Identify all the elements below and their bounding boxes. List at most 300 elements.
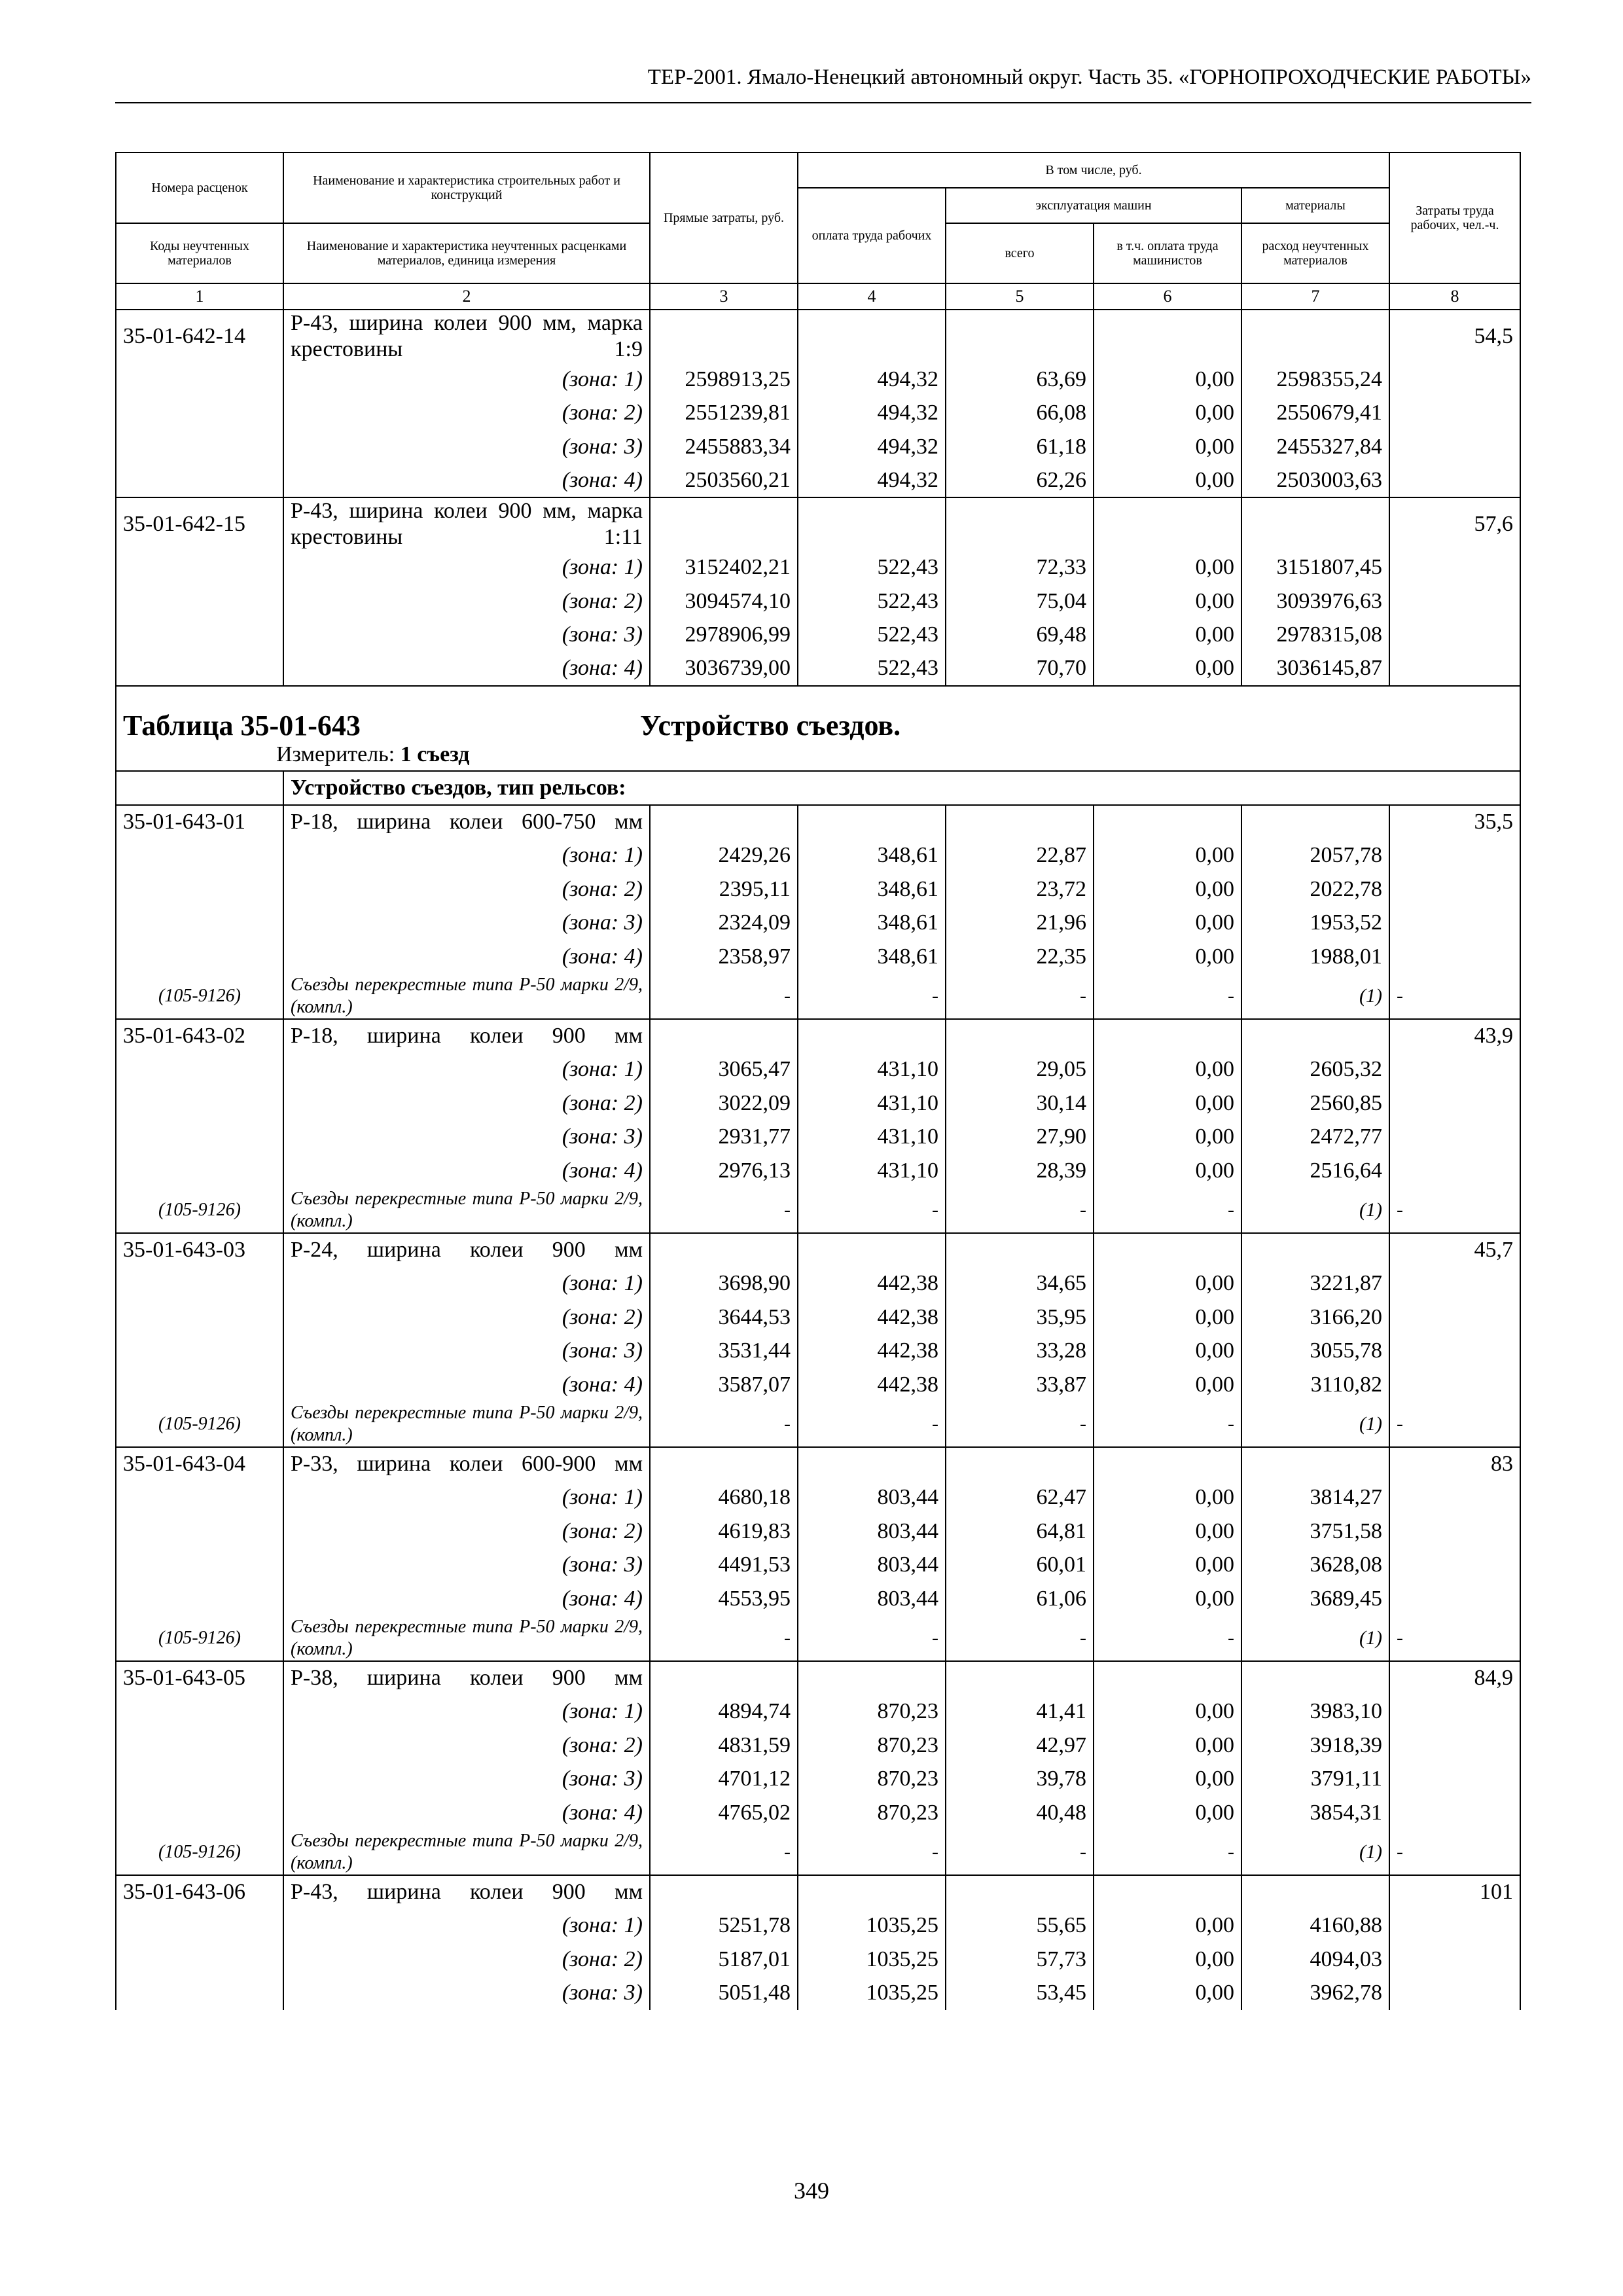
empty-cell — [1094, 805, 1241, 839]
direct-cost-value: 2598913,25 — [650, 363, 798, 397]
zone-label: (зона: 4) — [283, 1582, 650, 1616]
page-number: 349 — [794, 2178, 829, 2204]
labor-cost-value: 35,5 — [1389, 805, 1520, 839]
th-including: В том числе, руб. — [798, 152, 1389, 188]
material-name: Съезды перекрестные типа Р-50 марки 2/9, (компл.) — [283, 1830, 650, 1875]
zone-label: (зона: 3) — [283, 906, 650, 941]
machinist-pay-value: 0,00 — [1094, 464, 1241, 498]
machinist-pay-value: 0,00 — [1094, 363, 1241, 397]
materials-value: 2605,32 — [1241, 1052, 1389, 1086]
direct-cost-value: 4619,83 — [650, 1515, 798, 1549]
table-row — [116, 1548, 1520, 1582]
th-num: 8 — [1389, 283, 1520, 310]
materials-value: 2455327,84 — [1241, 430, 1389, 464]
empty-cell — [1389, 838, 1520, 872]
materials-value: 3983,10 — [1241, 1695, 1389, 1729]
rate-code: 35-01-643-01 — [116, 805, 283, 839]
labor-pay-value: 494,32 — [798, 363, 946, 397]
machinist-pay-value: 0,00 — [1094, 1943, 1241, 1977]
machines-total-value: 63,69 — [946, 363, 1094, 397]
empty-cell — [116, 1300, 283, 1335]
labor-pay-value: 1035,25 — [798, 1909, 946, 1943]
rate-code: 35-01-643-05 — [116, 1661, 283, 1695]
table-row — [116, 1154, 1520, 1188]
empty-cell — [1094, 1875, 1241, 1909]
empty-cell — [116, 1368, 283, 1402]
rate-title: Р-24, ширина колеи 900 мм — [283, 1233, 650, 1267]
machinist-pay-value: 0,00 — [1094, 1909, 1241, 1943]
material-dash: - — [798, 1616, 946, 1661]
empty-cell — [1389, 1909, 1520, 1943]
empty-cell — [798, 1233, 946, 1267]
labor-pay-value: 442,38 — [798, 1334, 946, 1368]
table-row — [116, 1976, 1520, 2010]
labor-pay-value: 1035,25 — [798, 1976, 946, 2010]
rate-code: 35-01-642-14 — [116, 310, 283, 363]
zone-label: (зона: 4) — [283, 464, 650, 498]
machines-total-value: 42,97 — [946, 1729, 1094, 1763]
material-name: Съезды перекрестные типа Р-50 марки 2/9, (компл.) — [283, 974, 650, 1019]
empty-cell — [116, 1909, 283, 1943]
direct-cost-value: 2395,11 — [650, 872, 798, 906]
zone-label: (зона: 2) — [283, 1300, 650, 1335]
empty-cell — [946, 310, 1094, 363]
materials-value: 3918,39 — [1241, 1729, 1389, 1763]
zone-label: (зона: 4) — [283, 1154, 650, 1188]
table-row — [116, 1086, 1520, 1121]
materials-value: 3791,11 — [1241, 1762, 1389, 1796]
machines-total-value: 41,41 — [946, 1695, 1094, 1729]
machines-total-value: 55,65 — [946, 1909, 1094, 1943]
empty-cell — [1389, 652, 1520, 686]
table-row — [116, 1909, 1520, 1943]
materials-value: 4094,03 — [1241, 1943, 1389, 1977]
material-dash: - — [650, 1188, 798, 1233]
table-row — [116, 1188, 1520, 1233]
empty-cell — [798, 805, 946, 839]
empty-cell — [946, 1019, 1094, 1053]
labor-pay-value: 803,44 — [798, 1515, 946, 1549]
table-row — [116, 1480, 1520, 1515]
zone-label: (зона: 2) — [283, 1515, 650, 1549]
machines-total-value: 70,70 — [946, 652, 1094, 686]
empty-cell — [1389, 872, 1520, 906]
table-row — [116, 584, 1520, 619]
materials-value: 2516,64 — [1241, 1154, 1389, 1188]
machines-total-value: 61,18 — [946, 430, 1094, 464]
labor-pay-value: 870,23 — [798, 1695, 946, 1729]
materials-value: 2598355,24 — [1241, 363, 1389, 397]
direct-cost-value: 2976,13 — [650, 1154, 798, 1188]
empty-cell — [116, 1762, 283, 1796]
material-code: (105-9126) — [116, 1616, 283, 1661]
empty-cell — [650, 1447, 798, 1481]
empty-cell — [116, 1052, 283, 1086]
materials-value: 2550679,41 — [1241, 397, 1389, 431]
labor-pay-value: 348,61 — [798, 906, 946, 941]
machines-total-value: 60,01 — [946, 1548, 1094, 1582]
machinist-pay-value: 0,00 — [1094, 1796, 1241, 1830]
material-dash: - — [1389, 1616, 1520, 1661]
empty-cell — [650, 1019, 798, 1053]
labor-pay-value: 522,43 — [798, 584, 946, 619]
labor-cost-value: 54,5 — [1389, 310, 1520, 363]
table-body — [116, 310, 1520, 2010]
materials-value: 3854,31 — [1241, 1796, 1389, 1830]
th-num: 6 — [1094, 283, 1241, 310]
material-dash: - — [946, 1402, 1094, 1447]
empty-cell — [1094, 1233, 1241, 1267]
th-machines-total: всего — [946, 223, 1094, 283]
material-dash: - — [798, 1830, 946, 1875]
labor-pay-value: 870,23 — [798, 1796, 946, 1830]
machinist-pay-value: 0,00 — [1094, 1548, 1241, 1582]
table-row — [116, 1368, 1520, 1402]
zone-label: (зона: 4) — [283, 1796, 650, 1830]
empty-cell — [116, 1796, 283, 1830]
empty-cell — [1389, 584, 1520, 619]
table-row — [116, 1616, 1520, 1661]
direct-cost-value: 3022,09 — [650, 1086, 798, 1121]
materials-value: 3628,08 — [1241, 1548, 1389, 1582]
labor-pay-value: 442,38 — [798, 1266, 946, 1300]
materials-value: 3221,87 — [1241, 1266, 1389, 1300]
material-dash: - — [946, 1830, 1094, 1875]
machinist-pay-value: 0,00 — [1094, 430, 1241, 464]
rate-code: 35-01-643-04 — [116, 1447, 283, 1481]
empty-cell — [946, 1875, 1094, 1909]
zone-label: (зона: 3) — [283, 1762, 650, 1796]
empty-cell — [116, 1480, 283, 1515]
empty-cell — [1389, 940, 1520, 974]
th-num: 5 — [946, 283, 1094, 310]
rate-title: Р-43, ширина колеи 900 мм, марка крестовины 1:9 — [283, 310, 650, 363]
labor-pay-value: 522,43 — [798, 550, 946, 584]
materials-value: 1953,52 — [1241, 906, 1389, 941]
table-row — [116, 1447, 1520, 1481]
empty-cell — [946, 1661, 1094, 1695]
empty-cell — [116, 1121, 283, 1155]
zone-label: (зона: 2) — [283, 1086, 650, 1121]
labor-pay-value: 870,23 — [798, 1762, 946, 1796]
labor-pay-value: 803,44 — [798, 1548, 946, 1582]
machinist-pay-value: 0,00 — [1094, 550, 1241, 584]
empty-cell — [1389, 550, 1520, 584]
table-row — [116, 805, 1520, 839]
empty-cell — [116, 906, 283, 941]
material-qty: (1) — [1241, 1830, 1389, 1875]
direct-cost-value: 4701,12 — [650, 1762, 798, 1796]
empty-cell — [116, 430, 283, 464]
material-code: (105-9126) — [116, 1188, 283, 1233]
materials-value: 3751,58 — [1241, 1515, 1389, 1549]
machinist-pay-value: 0,00 — [1094, 1086, 1241, 1121]
empty-cell — [946, 805, 1094, 839]
zone-label: (зона: 4) — [283, 1368, 650, 1402]
labor-pay-value: 1035,25 — [798, 1943, 946, 1977]
empty-cell — [1389, 906, 1520, 941]
direct-cost-value: 4831,59 — [650, 1729, 798, 1763]
table-row — [116, 771, 1520, 805]
direct-cost-value: 2551239,81 — [650, 397, 798, 431]
direct-cost-value: 3698,90 — [650, 1266, 798, 1300]
labor-cost-value: 101 — [1389, 1875, 1520, 1909]
zone-label: (зона: 3) — [283, 1976, 650, 2010]
th-materials: материалы — [1241, 188, 1389, 223]
material-dash: - — [1389, 1830, 1520, 1875]
table-row — [116, 1121, 1520, 1155]
empty-cell — [116, 619, 283, 653]
th-work-name: Наименование и характеристика строительных работ и конструкций — [283, 152, 650, 223]
direct-cost-value: 3094574,10 — [650, 584, 798, 619]
material-dash: - — [650, 1402, 798, 1447]
empty-cell — [1389, 1515, 1520, 1549]
th-num: 2 — [283, 283, 650, 310]
table-row — [116, 872, 1520, 906]
material-dash: - — [798, 974, 946, 1019]
labor-cost-value: 84,9 — [1389, 1661, 1520, 1695]
direct-cost-value: 4894,74 — [650, 1695, 798, 1729]
empty-cell — [116, 1334, 283, 1368]
th-material-names: Наименование и характеристика неучтенных расценками материалов, единица измерения — [283, 223, 650, 283]
empty-cell — [946, 497, 1094, 550]
empty-cell — [116, 464, 283, 498]
empty-cell — [1241, 1233, 1389, 1267]
materials-value: 2022,78 — [1241, 872, 1389, 906]
materials-value: 4160,88 — [1241, 1909, 1389, 1943]
machines-total-value: 62,47 — [946, 1480, 1094, 1515]
table-name: Устройство съездов. — [640, 709, 901, 742]
empty-cell — [1389, 1121, 1520, 1155]
machines-total-value: 23,72 — [946, 872, 1094, 906]
material-dash: - — [1389, 974, 1520, 1019]
material-code: (105-9126) — [116, 1830, 283, 1875]
empty-cell — [1389, 1154, 1520, 1188]
materials-value: 3151807,45 — [1241, 550, 1389, 584]
material-dash: - — [798, 1402, 946, 1447]
zone-label: (зона: 2) — [283, 1729, 650, 1763]
zone-label: (зона: 1) — [283, 1480, 650, 1515]
table-title-block — [116, 686, 1520, 771]
empty-cell — [946, 1233, 1094, 1267]
machines-total-value: 34,65 — [946, 1266, 1094, 1300]
empty-cell — [1389, 1729, 1520, 1763]
material-qty: (1) — [1241, 1188, 1389, 1233]
material-dash: - — [946, 1616, 1094, 1661]
table-row — [116, 1300, 1520, 1335]
labor-pay-value: 494,32 — [798, 397, 946, 431]
material-dash: - — [1389, 1402, 1520, 1447]
machinist-pay-value: 0,00 — [1094, 1582, 1241, 1616]
machinist-pay-value: 0,00 — [1094, 838, 1241, 872]
rate-code: 35-01-643-06 — [116, 1875, 283, 1909]
labor-cost-value: 45,7 — [1389, 1233, 1520, 1267]
empty-cell — [1241, 805, 1389, 839]
empty-cell — [116, 1266, 283, 1300]
machines-total-value: 57,73 — [946, 1943, 1094, 1977]
empty-cell — [1241, 1661, 1389, 1695]
empty-cell — [1241, 1875, 1389, 1909]
empty-cell — [116, 652, 283, 686]
machines-total-value: 22,35 — [946, 940, 1094, 974]
material-dash: - — [798, 1188, 946, 1233]
zone-label: (зона: 1) — [283, 1266, 650, 1300]
rate-title: Р-33, ширина колеи 600-900 мм — [283, 1447, 650, 1481]
table-row — [116, 1233, 1520, 1267]
table-row — [116, 838, 1520, 872]
rates-table — [115, 152, 1521, 2010]
zone-label: (зона: 1) — [283, 1695, 650, 1729]
labor-pay-value: 442,38 — [798, 1300, 946, 1335]
th-num: 1 — [116, 283, 283, 310]
empty-cell — [116, 1154, 283, 1188]
table-row — [116, 686, 1520, 771]
labor-pay-value: 431,10 — [798, 1154, 946, 1188]
section-subtitle: Устройство съездов, тип рельсов: — [283, 771, 1520, 805]
empty-cell — [1389, 1582, 1520, 1616]
machines-total-value: 40,48 — [946, 1796, 1094, 1830]
materials-value: 1988,01 — [1241, 940, 1389, 974]
machinist-pay-value: 0,00 — [1094, 1052, 1241, 1086]
machines-total-value: 28,39 — [946, 1154, 1094, 1188]
materials-value: 2503003,63 — [1241, 464, 1389, 498]
rate-code: 35-01-642-15 — [116, 497, 283, 550]
machines-total-value: 61,06 — [946, 1582, 1094, 1616]
th-num: 3 — [650, 283, 798, 310]
empty-cell — [116, 397, 283, 431]
labor-pay-value: 431,10 — [798, 1121, 946, 1155]
empty-cell — [1389, 1695, 1520, 1729]
machines-total-value: 72,33 — [946, 550, 1094, 584]
empty-cell — [650, 497, 798, 550]
empty-cell — [1389, 1266, 1520, 1300]
th-num: 7 — [1241, 283, 1389, 310]
machinist-pay-value: 0,00 — [1094, 397, 1241, 431]
direct-cost-value: 5051,48 — [650, 1976, 798, 2010]
labor-pay-value: 494,32 — [798, 464, 946, 498]
machinist-pay-value: 0,00 — [1094, 619, 1241, 653]
table-row — [116, 497, 1520, 550]
table-head — [116, 152, 1520, 310]
table-row — [116, 1582, 1520, 1616]
empty-cell — [1241, 310, 1389, 363]
table-row — [116, 1334, 1520, 1368]
material-dash: - — [1094, 1188, 1241, 1233]
empty-cell — [116, 550, 283, 584]
table-row — [116, 974, 1520, 1019]
direct-cost-value: 4491,53 — [650, 1548, 798, 1582]
labor-pay-value: 803,44 — [798, 1582, 946, 1616]
direct-cost-value: 4553,95 — [650, 1582, 798, 1616]
machines-total-value: 30,14 — [946, 1086, 1094, 1121]
labor-pay-value: 348,61 — [798, 872, 946, 906]
materials-value: 3093976,63 — [1241, 584, 1389, 619]
machinist-pay-value: 0,00 — [1094, 1480, 1241, 1515]
zone-label: (зона: 1) — [283, 1052, 650, 1086]
machinist-pay-value: 0,00 — [1094, 940, 1241, 974]
machines-total-value: 62,26 — [946, 464, 1094, 498]
machines-total-value: 22,87 — [946, 838, 1094, 872]
th-material-codes: Коды неучтенных материалов — [116, 223, 283, 283]
zone-label: (зона: 3) — [283, 1334, 650, 1368]
empty-cell — [1241, 1019, 1389, 1053]
zone-label: (зона: 1) — [283, 550, 650, 584]
labor-cost-value: 57,6 — [1389, 497, 1520, 550]
direct-cost-value: 3531,44 — [650, 1334, 798, 1368]
empty-cell — [116, 872, 283, 906]
machines-total-value: 64,81 — [946, 1515, 1094, 1549]
labor-pay-value: 494,32 — [798, 430, 946, 464]
materials-value: 3036145,87 — [1241, 652, 1389, 686]
direct-cost-value: 2978906,99 — [650, 619, 798, 653]
table-row — [116, 1661, 1520, 1695]
empty-cell — [116, 838, 283, 872]
empty-cell — [1241, 1447, 1389, 1481]
table-row — [116, 1762, 1520, 1796]
empty-cell — [650, 1661, 798, 1695]
empty-cell — [1389, 1480, 1520, 1515]
direct-cost-value: 5251,78 — [650, 1909, 798, 1943]
empty-cell — [116, 1976, 283, 2010]
empty-cell — [798, 497, 946, 550]
table-row — [116, 397, 1520, 431]
material-name: Съезды перекрестные типа Р-50 марки 2/9, (компл.) — [283, 1616, 650, 1661]
direct-cost-value: 3644,53 — [650, 1300, 798, 1335]
empty-cell — [1389, 1334, 1520, 1368]
zone-label: (зона: 1) — [283, 838, 650, 872]
machinist-pay-value: 0,00 — [1094, 1976, 1241, 2010]
direct-cost-value: 4765,02 — [650, 1796, 798, 1830]
direct-cost-value: 2429,26 — [650, 838, 798, 872]
zone-label: (зона: 2) — [283, 872, 650, 906]
empty-cell — [650, 1875, 798, 1909]
table-row — [116, 363, 1520, 397]
materials-value: 2057,78 — [1241, 838, 1389, 872]
empty-cell — [116, 1943, 283, 1977]
machines-total-value: 66,08 — [946, 397, 1094, 431]
table-row — [116, 906, 1520, 941]
empty-cell — [1094, 1447, 1241, 1481]
material-dash: - — [650, 1830, 798, 1875]
empty-cell — [798, 1447, 946, 1481]
material-dash: - — [1094, 1402, 1241, 1447]
zone-label: (зона: 2) — [283, 584, 650, 619]
empty-cell — [116, 771, 283, 805]
empty-cell — [116, 1582, 283, 1616]
material-name: Съезды перекрестные типа Р-50 марки 2/9, (компл.) — [283, 1402, 650, 1447]
rate-title: Р-38, ширина колеи 900 мм — [283, 1661, 650, 1695]
rate-title: Р-18, ширина колеи 600-750 мм — [283, 805, 650, 839]
measure-unit-value: 1 съезд — [400, 742, 470, 766]
material-dash: - — [650, 974, 798, 1019]
empty-cell — [650, 310, 798, 363]
empty-cell — [1389, 1943, 1520, 1977]
th-labor-pay: оплата труда рабочих — [798, 188, 946, 283]
machinist-pay-value: 0,00 — [1094, 1266, 1241, 1300]
material-dash: - — [1094, 974, 1241, 1019]
th-machinist-pay: в т.ч. оплата труда машинистов — [1094, 223, 1241, 283]
material-code: (105-9126) — [116, 974, 283, 1019]
machines-total-value: 27,90 — [946, 1121, 1094, 1155]
running-header — [115, 63, 1531, 103]
rate-code: 35-01-643-03 — [116, 1233, 283, 1267]
empty-cell — [798, 1875, 946, 1909]
empty-cell — [1389, 464, 1520, 498]
zone-label: (зона: 1) — [283, 363, 650, 397]
empty-cell — [798, 1661, 946, 1695]
material-dash: - — [1094, 1830, 1241, 1875]
empty-cell — [1389, 1368, 1520, 1402]
